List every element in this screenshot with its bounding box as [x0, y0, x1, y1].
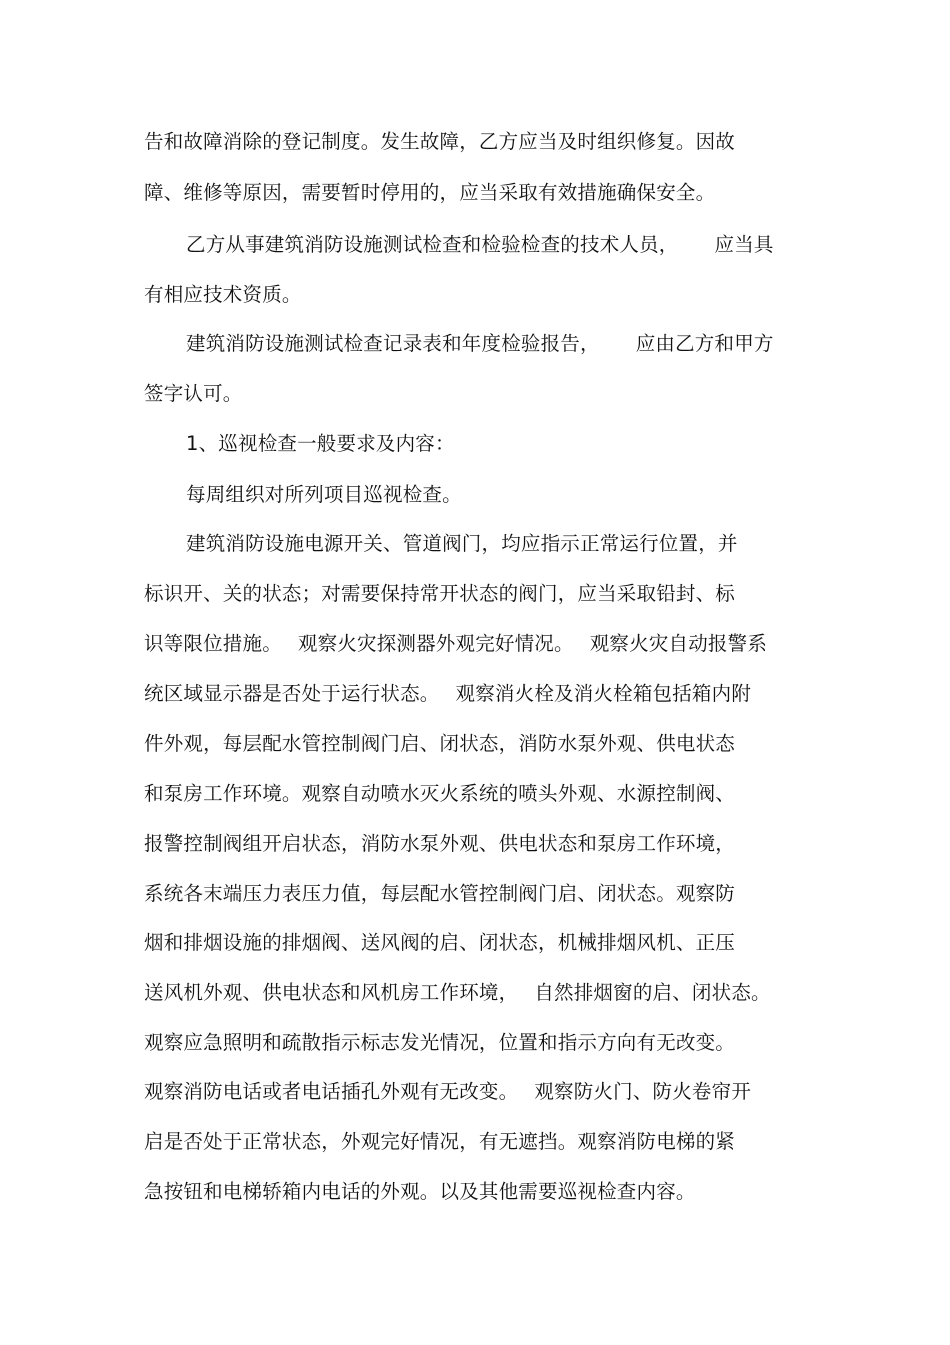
text-segment: 观察火灾自动报警系: [589, 632, 768, 655]
text-line-1: [144, 130, 735, 154]
text-segment: 签字认可。: [144, 382, 243, 405]
text-line-9: [186, 532, 738, 556]
text-line-14: [144, 782, 735, 806]
text-line-4: [144, 283, 302, 307]
text-line-11: [144, 632, 767, 656]
text-segment: 系统各末端压力表压力值，每层配水管控制阀门启、闭状态。观察防: [144, 882, 736, 905]
text-segment: 统区域显示器是否处于运行状态。: [144, 682, 440, 705]
text-line-3: [186, 233, 774, 257]
text-segment: 识等限位措施。: [144, 632, 282, 655]
text-line-2: [144, 181, 715, 205]
text-line-15: [144, 832, 735, 856]
text-segment: 标识开、关的状态；对需要保持常开状态的阀门，应当采取铅封、标: [144, 582, 736, 605]
text-line-17: [144, 931, 735, 955]
text-line-22: [144, 1180, 696, 1204]
text-line-16: [144, 882, 735, 906]
text-line-13: [144, 732, 735, 756]
text-line-20: [144, 1080, 751, 1104]
text-segment: 和泵房工作环境。观察自动喷水灭火系统的喷头外观、水源控制阀、: [144, 782, 736, 805]
text-segment: 件外观，每层配水管控制阀门启、闭状态，消防水泵外观、供电状态: [144, 732, 736, 755]
text-segment: 观察防火门、防火卷帘开: [534, 1080, 752, 1103]
text-segment: 烟和排烟设施的排烟阀、送风阀的启、闭状态，机械排烟风机、正压: [144, 931, 736, 954]
text-segment: 应当具: [714, 233, 774, 256]
text-segment: 1、巡视检查一般要求及内容：: [186, 432, 455, 455]
text-segment: 观察应急照明和疏散指示标志发光情况，位置和指示方向有无改变。: [144, 1031, 736, 1054]
text-segment: 启是否处于正常状态，外观完好情况，有无遮挡。观察消防电梯的紧: [144, 1130, 736, 1153]
text-line-8: [186, 483, 462, 507]
text-segment: 障、维修等原因，需要暂时停用的，应当采取有效措施确保安全。: [144, 181, 716, 204]
text-segment: 告和故障消除的登记制度。发生故障，乙方应当及时组织修复。因故: [144, 130, 736, 153]
text-segment: 急按钮和电梯轿箱内电话的外观。以及其他需要巡视检查内容。: [144, 1180, 696, 1203]
text-line-6: [144, 382, 243, 406]
text-segment: 有相应技术资质。: [144, 283, 302, 306]
text-line-12: [144, 682, 751, 706]
text-segment: 观察火灾探测器外观完好情况。: [297, 632, 574, 655]
text-segment: 应由乙方和甲方: [635, 332, 774, 355]
text-line-18: [144, 981, 771, 1005]
text-line-10: [144, 582, 735, 606]
text-line-21: [144, 1130, 735, 1154]
text-segment: 自然排烟窗的启、闭状态。: [534, 981, 771, 1004]
section-heading: [186, 432, 455, 456]
text-line-19: [144, 1031, 735, 1055]
text-line-5: [186, 332, 774, 356]
text-segment: 报警控制阀组开启状态，消防水泵外观、供电状态和泵房工作环境，: [144, 832, 736, 855]
text-segment: 观察消火栓及消火栓箱包括箱内附: [455, 682, 752, 705]
text-segment: 乙方从事建筑消防设施测试检查和检验检查的技术人员，: [186, 233, 679, 256]
text-segment: 建筑消防设施测试检查记录表和年度检验报告，: [186, 332, 600, 355]
text-segment: 建筑消防设施电源开关、管道阀门，均应指示正常运行位置，并: [186, 532, 738, 555]
text-segment: 每周组织对所列项目巡视检查。: [186, 483, 462, 506]
text-segment: 送风机外观、供电状态和风机房工作环境，: [144, 981, 519, 1004]
text-segment: 观察消防电话或者电话插孔外观有无改变。: [144, 1080, 519, 1103]
